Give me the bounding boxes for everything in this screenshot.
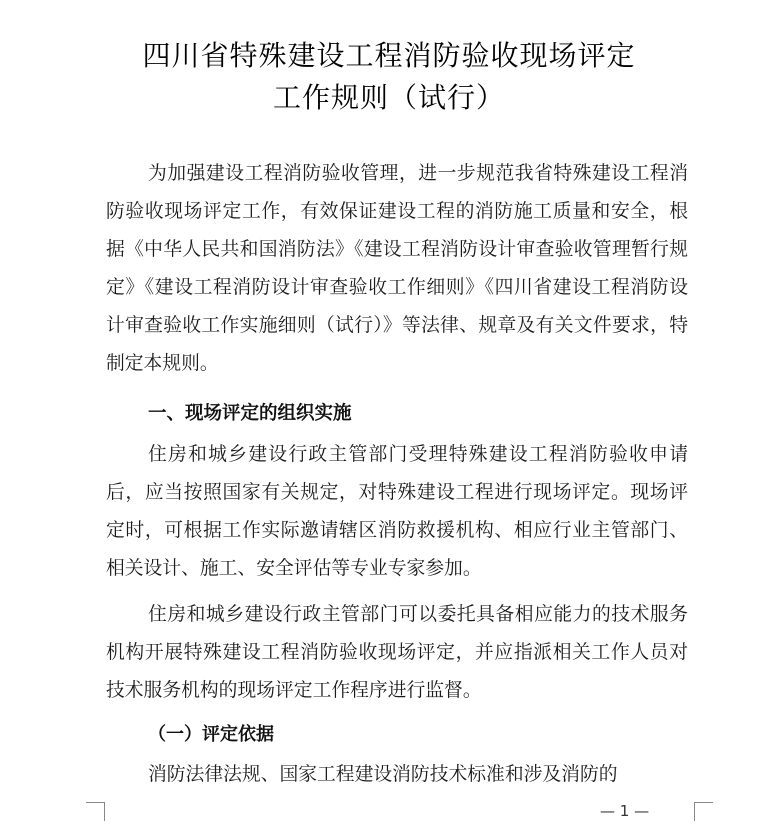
section-paragraph-delegation: 住房和城乡建设行政主管部门可以委托具备相应能力的技术服务机构开展特殊建设工程消防验收现场评定，并应指派相关工作人员对技术服务机构的现场评定工作程序进行监督。 <box>106 604 688 701</box>
subsection-paragraph-basis: 消防法律法规、国家工程建设消防技术标准和涉及消防的 <box>148 764 618 785</box>
section-heading-organization: 一、现场评定的组织实施 <box>148 403 352 424</box>
intro-paragraph: 为加强建设工程消防验收管理，进一步规范我省特殊建设工程消防验收现场评定工作，有效保证建设工程的消防施工质量和安全，根据《中华人民共和国消防法》《建设工程消防设计审查验收管理暂行规定》《建设工程消防设计审查验收工作细则》《四川省建设工程消防设计审查验收工作实施细则（试行）》等法律、规章及有关文件要求，特制定本规则。 <box>106 163 688 374</box>
crop-mark-left <box>86 802 105 821</box>
page-number: — 1 — <box>600 802 650 820</box>
subsection-heading-basis: （一）评定依据 <box>148 724 274 745</box>
crop-mark-right <box>694 802 713 821</box>
document-title-line-1: 四川省特殊建设工程消防验收现场评定 <box>142 39 636 72</box>
document-title-line-2: 工作规则（试行） <box>272 81 505 114</box>
section-paragraph-acceptance: 住房和城乡建设行政主管部门受理特殊建设工程消防验收申请后，应当按照国家有关规定，对特殊建设工程进行现场评定。现场评定时，可根据工作实际邀请辖区消防救援机构、相应行业主管部门、相关设计、施工、安全评估等专业专家参加。 <box>106 444 688 579</box>
page-footer <box>600 800 690 824</box>
